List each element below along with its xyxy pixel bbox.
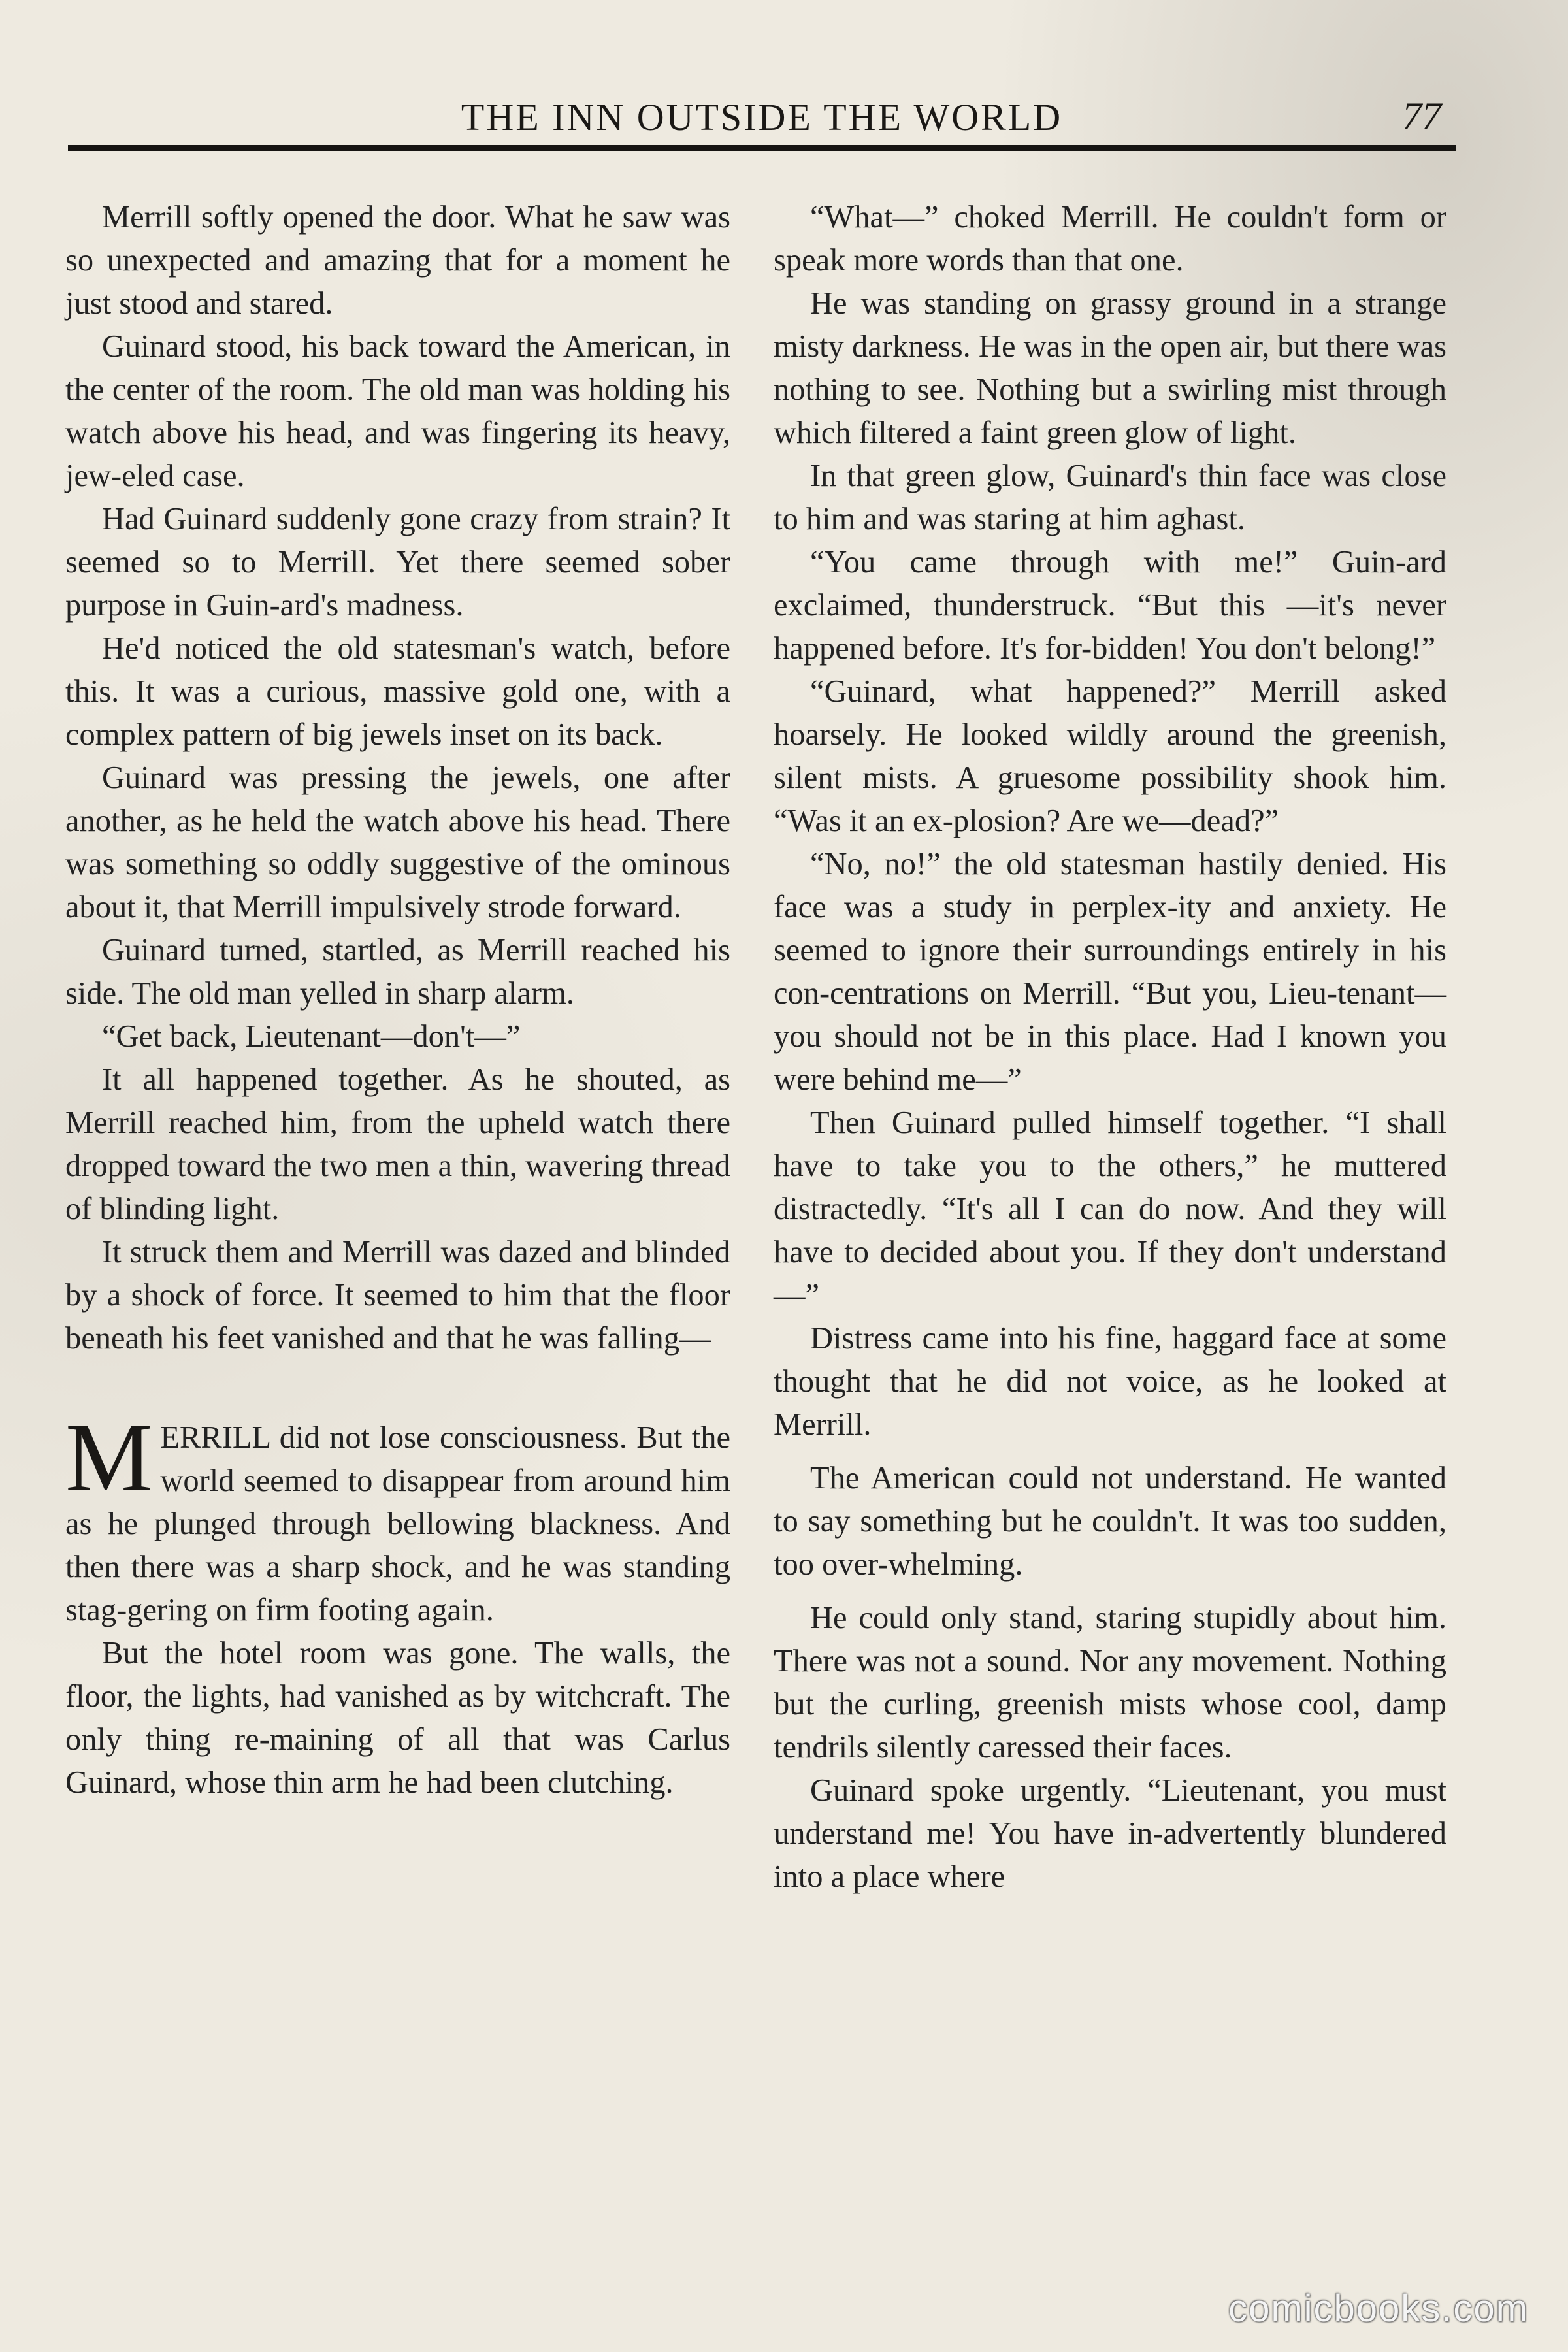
running-title: THE INN OUTSIDE THE WORLD bbox=[461, 96, 1063, 139]
drop-cap: M bbox=[65, 1403, 153, 1512]
section-opening-paragraph bbox=[65, 1403, 730, 1632]
page-number: 77 bbox=[1402, 95, 1441, 138]
paragraph: “You came through with me!” Guin-ard exclaimed, thunderstruck. “But this —it's never happened before. It's for-bidden! You don't belong!” bbox=[774, 545, 1446, 666]
paragraph: Distress came into his fine, haggard face at some thought that he did not voice, as he looked at Merrill. bbox=[774, 1321, 1446, 1442]
paragraph: But the hotel room was gone. The walls, the floor, the lights, had vanished as by witchcraft. The only thing re-maining of all that was Carlus Guinard, whose thin arm he had been clutching. bbox=[65, 1636, 730, 1800]
paragraph: “Guinard, what happened?” Merrill asked hoarsely. He looked wildly around the greenish, silent mists. A gruesome possibility shook him. “Was it an ex-plosion? Are we—dead?” bbox=[774, 674, 1446, 838]
paragraph: Then Guinard pulled himself together. “I shall have to take you to the others,” he muttered distractedly. “It's all I can do now. And they will have to decided about you. If they don't understand—” bbox=[774, 1105, 1446, 1313]
paragraph: He was standing on grassy ground in a strange misty darkness. He was in the open air, but there was nothing to see. Nothing but a swirling mist through which filtered a faint green glow of light. bbox=[774, 286, 1446, 450]
paragraph: “Get back, Lieutenant—don't—” bbox=[102, 1019, 521, 1054]
paragraph: He could only stand, staring stupidly about him. There was not a sound. Nor any movement. Nothing but the curling, greenish mists whose cool, damp tendrils silently caressed their faces. bbox=[774, 1601, 1446, 1765]
paragraph: Merrill softly opened the door. What he saw was so unexpected and amazing that for a moment he just stood and stared. bbox=[65, 200, 730, 321]
section-opening-text: ERRILL did not lose consciousness. But the world seemed to disappear from around him as he plunged through bellowing blackness. And then there was a sharp shock, and he was standing stag-gering on firm footing again. bbox=[65, 1420, 730, 1627]
left-column bbox=[65, 196, 730, 1805]
paragraph: The American could not understand. He wanted to say something but he couldn't. It was too sudden, too over-whelming. bbox=[774, 1461, 1446, 1582]
right-column bbox=[774, 196, 1446, 1899]
paragraph: Guinard stood, his back toward the American, in the center of the room. The old man was holding his watch above his head, and was fingering its heavy, jew-eled case. bbox=[65, 329, 730, 493]
paragraph: It struck them and Merrill was dazed and blinded by a shock of force. It seemed to him that the floor beneath his feet vanished and that he was falling— bbox=[65, 1235, 730, 1356]
paragraph: It all happened together. As he shouted, as Merrill reached him, from the upheld watch there dropped toward the two men a thin, wavering thread of blinding light. bbox=[65, 1062, 730, 1226]
paragraph: Guinard spoke urgently. “Lieutenant, you must understand me! You have in-advertently blundered into a place where bbox=[774, 1773, 1446, 1894]
paragraph: He'd noticed the old statesman's watch, before this. It was a curious, massive gold one, with a complex pattern of big jewels inset on its back. bbox=[65, 631, 730, 752]
paragraph: “What—” choked Merrill. He couldn't form or speak more words than that one. bbox=[774, 200, 1446, 278]
paragraph: Guinard turned, startled, as Merrill reached his side. The old man yelled in sharp alarm. bbox=[65, 933, 730, 1011]
paragraph: Guinard was pressing the jewels, one after another, as he held the watch above his head. There was something so oddly suggestive of the ominous about it, that Merrill impulsively strode forward. bbox=[65, 760, 730, 924]
watermark: comicbooks.com bbox=[1228, 2287, 1529, 2330]
header-rule bbox=[68, 145, 1456, 151]
page-header bbox=[69, 90, 1454, 162]
paragraph: Had Guinard suddenly gone crazy from strain? It seemed so to Merrill. Yet there seemed sober purpose in Guin-ard's madness. bbox=[65, 502, 730, 623]
paragraph: In that green glow, Guinard's thin face was close to him and was staring at him aghast. bbox=[774, 459, 1446, 536]
paragraph: “No, no!” the old statesman hastily denied. His face was a study in perplex-ity and anxiety. He seemed to ignore their surroundings entirely in his con-centrations on Merrill. “But you, Lieu-tenant—you should not be in this place. Had I known you were behind me—” bbox=[774, 847, 1446, 1097]
